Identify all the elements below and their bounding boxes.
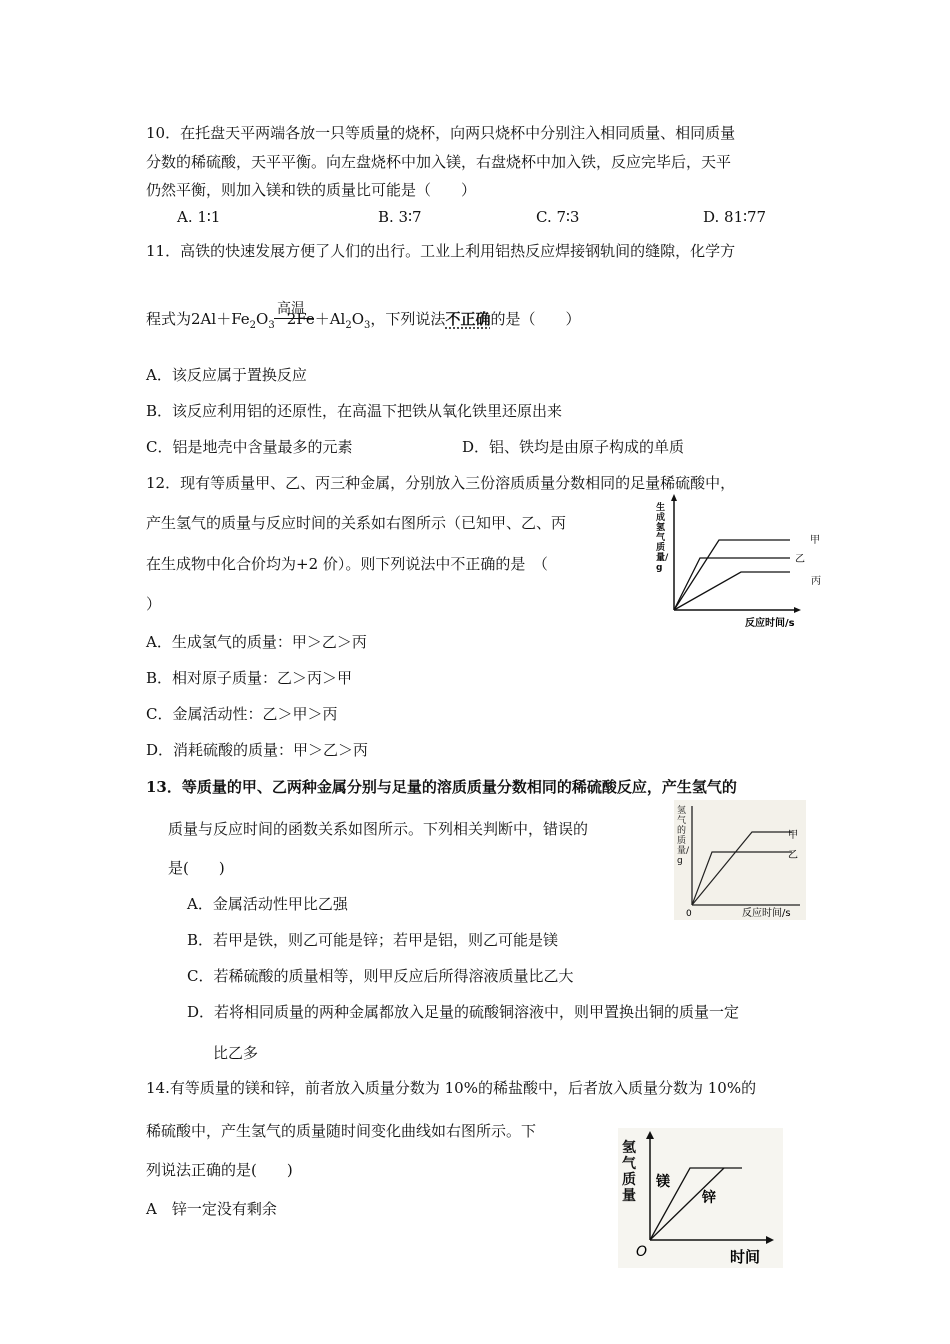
q12-xlabel: 反应时间/s <box>745 618 795 629</box>
q12-curve-bing <box>674 572 790 610</box>
q10-option-b: B. 3∶7 <box>378 208 422 226</box>
q14-line2: 稀硫酸中，产生氢气的质量随时间变化曲线如右图所示。下 <box>146 1122 537 1140</box>
q14-label-zn: 锌 <box>702 1190 716 1206</box>
q11-option-b: B．该反应利用铝的还原性，在高温下把铁从氧化铁里还原出来 <box>146 402 563 420</box>
q14-xlabel: 时间 <box>730 1248 761 1266</box>
q10-option-a: A. 1∶1 <box>177 208 221 226</box>
q13-option-d: D．若将相同质量的两种金属都放入足量的硫酸铜溶液中，则甲置换出铜的质量一定 <box>187 1003 740 1021</box>
q11-line1: 11．高铁的快速发展方便了人们的出行。工业上利用铝热反应焊接钢轨间的缝隙，化学方 <box>146 242 736 260</box>
emphasis-not-correct: 不正确 <box>445 310 491 328</box>
q13-xlabel: 反应时间/s <box>742 908 791 919</box>
q13-line3: 是( ) <box>168 859 225 877</box>
q14-line3: 列说法正确的是( ) <box>146 1161 293 1179</box>
q12-line2: 产生氢气的质量与反应时间的关系如右图所示（已知甲、乙、丙 <box>146 514 567 532</box>
q12-line1: 12．现有等质量甲、乙、丙三种金属，分别放入三份溶质质量分数相同的足量稀硫酸中， <box>146 474 736 492</box>
q12-ylabel: 生成氢气质量/g <box>656 503 669 573</box>
q14-graph <box>618 1128 783 1268</box>
q11-option-d: D．铝、铁均是由原子构成的单质 <box>462 438 685 456</box>
q10-line3: 仍然平衡，则加入镁和铁的质量比可能是（ ） <box>146 181 477 199</box>
q10-option-c: C. 7∶3 <box>536 208 580 226</box>
q12-line3: 在生成物中化合价均为+2 价）。则下列说法中不正确的是 （ <box>146 555 548 573</box>
q10-line2: 分数的稀硫酸，天平平衡。向左盘烧杯中加入镁，右盘烧杯中加入铁，反应完毕后，天平 <box>146 153 732 171</box>
q13-label-jia: 甲 <box>788 830 798 841</box>
q10-line1: 10．在托盘天平两端各放一只等质量的烧杯，向两只烧杯中分别注入相同质量、相同质量 <box>146 124 736 142</box>
q12-option-c: C．金属活动性：乙＞甲＞丙 <box>146 705 338 723</box>
q13-option-a: A．金属活动性甲比乙强 <box>187 895 348 913</box>
q12-option-a: A．生成氢气的质量：甲＞乙＞丙 <box>146 633 367 651</box>
q14-option-a: A 锌一定没有剩余 <box>146 1200 277 1218</box>
q11-option-c: C．铝是地壳中含量最多的元素 <box>146 438 353 456</box>
q13-option-b: B．若甲是铁，则乙可能是锌；若甲是铝，则乙可能是镁 <box>187 931 559 949</box>
q11-equation-line: 程式为$2Al+Fe_2O_3$ $2Fe+Al_2O_3$，下列说法不正确的是（ ） <box>146 310 581 331</box>
q13-graph <box>674 800 806 920</box>
q13-option-c: C．若稀硫酸的质量相等，则甲反应后所得溶液质量比乙大 <box>187 967 574 985</box>
reaction-condition: 高温 <box>277 301 305 317</box>
q12-line4: ） <box>146 595 162 613</box>
q12-graph <box>645 490 825 630</box>
q13-origin: 0 <box>686 909 692 919</box>
q12-option-b: B．相对原子质量：乙＞丙＞甲 <box>146 669 353 687</box>
q13-line2: 质量与反应时间的函数关系如图所示。下列相关判断中，错误的 <box>168 820 589 838</box>
q12-label-bing: 丙 <box>811 576 821 587</box>
q14-ylabel: 氢气质量 <box>622 1140 636 1204</box>
q12-option-d: D．消耗硫酸的质量：甲＞乙＞丙 <box>146 741 369 759</box>
q13-line1: 13．等质量的甲、乙两种金属分别与足量的溶质质量分数相同的稀硫酸反应，产生氢气的 <box>146 778 737 796</box>
q13-ylabel: 氢气的质量/g <box>677 806 690 866</box>
q13-option-d-cont: 比乙多 <box>213 1044 259 1062</box>
q13-label-yi: 乙 <box>788 850 798 861</box>
q11-option-a: A．该反应属于置换反应 <box>146 366 307 384</box>
q10-option-d: D. 81∶77 <box>703 208 767 226</box>
q12-label-yi: 乙 <box>795 554 805 565</box>
q14-label-mg: 镁 <box>656 1174 670 1190</box>
q12-label-jia: 甲 <box>810 535 820 546</box>
q14-origin: O <box>636 1244 648 1260</box>
q14-line1: 14.有等质量的镁和锌，前者放入质量分数为 10%的稀盐酸中，后者放入质量分数为 10%的 <box>146 1079 757 1097</box>
